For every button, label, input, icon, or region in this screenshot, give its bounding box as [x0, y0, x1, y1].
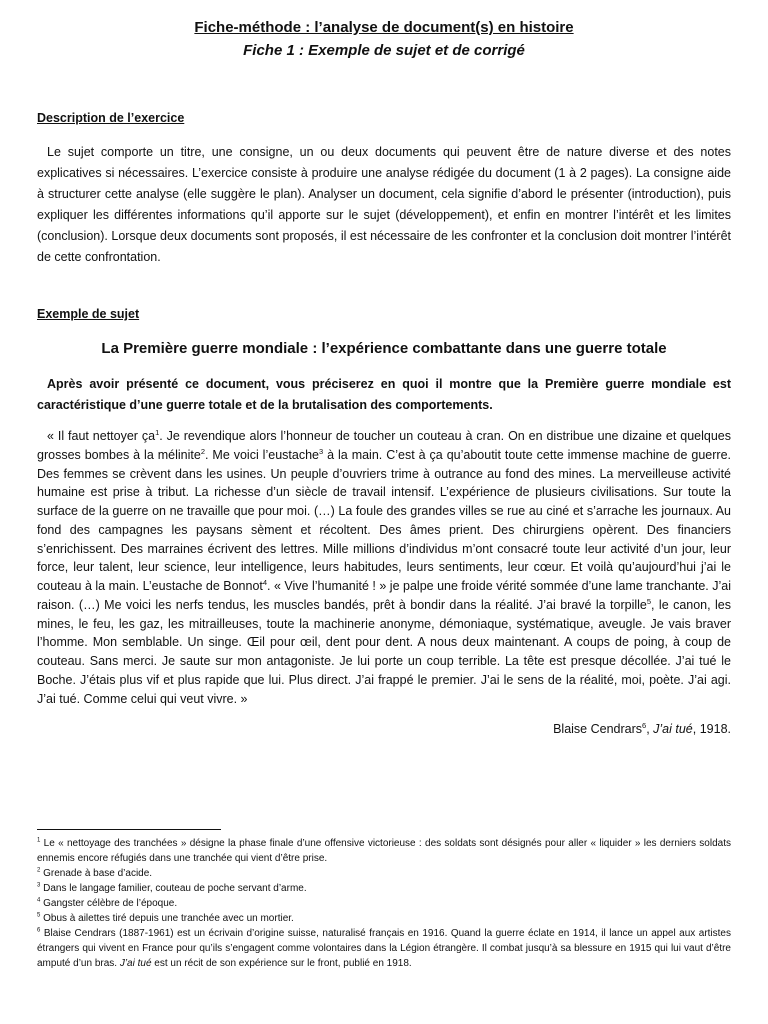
footnote-number: 2 [37, 867, 41, 874]
footnote-text: Le « nettoyage des tranchées » désigne la phase finale d’une offensive victorieuse : des soldats sont désignés pour aller « liquider » les derniers soldats ennemis encore réfugiés dans une tranchée qui vient d’être prise. [37, 838, 731, 864]
footnote-ref-1[interactable]: 1 [155, 427, 160, 437]
consigne-text: Après avoir présenté ce document, vous préciserez en quoi il montre que la Première guerre mondiale est caractéristique d’une guerre totale et de la brutalisation des comportements. [37, 377, 731, 412]
attribution-separator: , [646, 722, 654, 736]
description-heading: Description de l’exercice [37, 111, 185, 125]
subject-title: La Première guerre mondiale : l’expérience combattante dans une guerre totale [101, 340, 667, 357]
footnote-number: 3 [37, 882, 41, 889]
quote-text: . « Vive l’humanité ! » je palpe une froide vérité sommée d’une lame tranchante. J’ai raison. (…) Me voici les nerfs tendus, les muscles bandés, prêt à bondir dans la réalité. J’ai bravé la torpille [37, 579, 731, 612]
description-text: Le sujet comporte un titre, une consigne, un ou deux documents qui peuvent être de nature diverse et des notes explicatives si nécessaires. L’exercice consiste à produire une analyse rédigée du document (1 à 2 pages). La consigne aide à structurer cette analyse (elle suggère le plan). Analyser un document, cela signifie d’abord le présenter (introduction), puis expliquer les différentes informations qu’il apporte sur le sujet (développement), et enfin en montrer l’intérêt et les limites (conclusion). Lorsque deux documents sont proposés, il est nécessaire de les confronter et la conclusion doit montrer l’intérêt de cette confrontation. [37, 145, 731, 264]
footnote-text: Dans le langage familier, couteau de poche servant d’arme. [40, 883, 307, 894]
quote-text: . Je revendique alors l’honneur de toucher un couteau à cran. On en distribue une dizaine et quelques grosses bombes à la mélinite [37, 429, 731, 462]
footnote-3 [37, 881, 731, 896]
footnotes [37, 836, 731, 971]
footnote-2 [37, 866, 731, 881]
attribution-author: Blaise Cendrars [553, 722, 643, 736]
footnote-ref-6[interactable]: 6 [642, 720, 647, 730]
footnote-number: 5 [37, 912, 41, 919]
footnote-number: 6 [37, 927, 41, 934]
footnote-6 [37, 926, 731, 971]
footnote-text: Obus à ailettes tiré depuis une tranchée avec un mortier. [40, 913, 294, 924]
footnote-5 [37, 911, 731, 926]
footnote-ref-2[interactable]: 2 [200, 446, 205, 456]
footnote-number: 4 [37, 897, 41, 904]
document-title: Fiche-méthode : l’analyse de document(s) en histoire [194, 19, 574, 36]
footnote-4 [37, 896, 731, 911]
quote-text: à la main. C’est à ça qu’aboutit toute cette immense machine de guerre. Des femmes se crèvent dans les usines. Un peuple d’ouvriers trime à outrance au fond des mines. La merveilleuse activité humaine est prise à tribut. La richesse d’un siècle de travail intensif. L’expérience de plusieurs civilisations. Sur toute la surface de la guerre on ne travaille que pour moi. (…) La foule des grandes villes se rue au ciné et s’arrache les journaux. Au fond des campagnes les paysans sèment et récoltent. Des âmes prient. Des chirurgiens opèrent. Des financiers s’enrichissent. Des marraines écrivent des lettres. Mille millions d’individus m’ont consacré toute leur activité d’un jour, leur force, leur talent, leur science, leur intelligence, leurs habitudes, leurs sentiments, leur cœur. Et voilà qu’aujourd’hui j’ai le couteau à la main. L’eustache de Bonnot [37, 447, 731, 593]
example-heading: Exemple de sujet [37, 307, 140, 321]
footnote-ref-3[interactable]: 3 [318, 446, 324, 456]
footnote-text: Grenade à base d’acide. [40, 868, 153, 879]
cendrars-quote [37, 427, 731, 708]
quote-text: , le canon, les mines, le feu, les gaz, les mitrailleuses, toute la machinerie anonyme, démoniaque, systématique, aveugle. Je vais braver l’homme. Mon semblable. Un singe. Œil pour œil, dent pour dent. A nous deux maintenant. A coups de poing, à coup de couteau. Sans merci. Je saute sur mon antagoniste. Je lui porte un coup terrible. La tête est presque décollée. J’ai tué le Boche. J’étais plus vif et plus rapide que lui. Plus direct. J’ai frappé le premier. J’ai le sens de la réalité, moi, poète. J’ai agi. J’ai tué. Comme celui qui veut vivre. » [37, 597, 731, 706]
footnote-text: Gangster célèbre de l’époque. [40, 898, 178, 909]
description-paragraph [37, 142, 731, 268]
consigne [37, 374, 731, 416]
footnote-1 [37, 836, 731, 866]
footnote-ref-4[interactable]: 4 [262, 577, 268, 587]
quote-attribution [553, 722, 731, 736]
footnote-ref-5[interactable]: 5 [646, 596, 652, 606]
attribution-work: J’ai tué [653, 722, 693, 736]
attribution-year: , 1918. [692, 722, 731, 736]
footnote-text: est un récit de son expérience sur le front, publié en 1918. [151, 958, 412, 969]
footnote-number: 1 [37, 837, 41, 844]
quote-text: « Il faut nettoyer ça [47, 429, 156, 443]
document-subtitle: Fiche 1 : Exemple de sujet et de corrigé [243, 42, 525, 59]
footnote-work-title: J’ai tué [119, 958, 152, 969]
footnote-separator [37, 829, 221, 830]
footnote-text: Blaise Cendrars (1887-1961) est un écrivain d’origine suisse, naturalisé français en 1916. Quand la guerre éclate en 1914, il lance un appel aux artistes étrangers qui vivent en France pour qu’ils s’engagent comme volontaires dans la Légion étrangère. Il combat jusqu’à sa blessure en 1915 qui lui vaut d’être amputé d’un bras. [37, 928, 731, 969]
quote-text: . Me voici l’eustache [204, 447, 319, 462]
